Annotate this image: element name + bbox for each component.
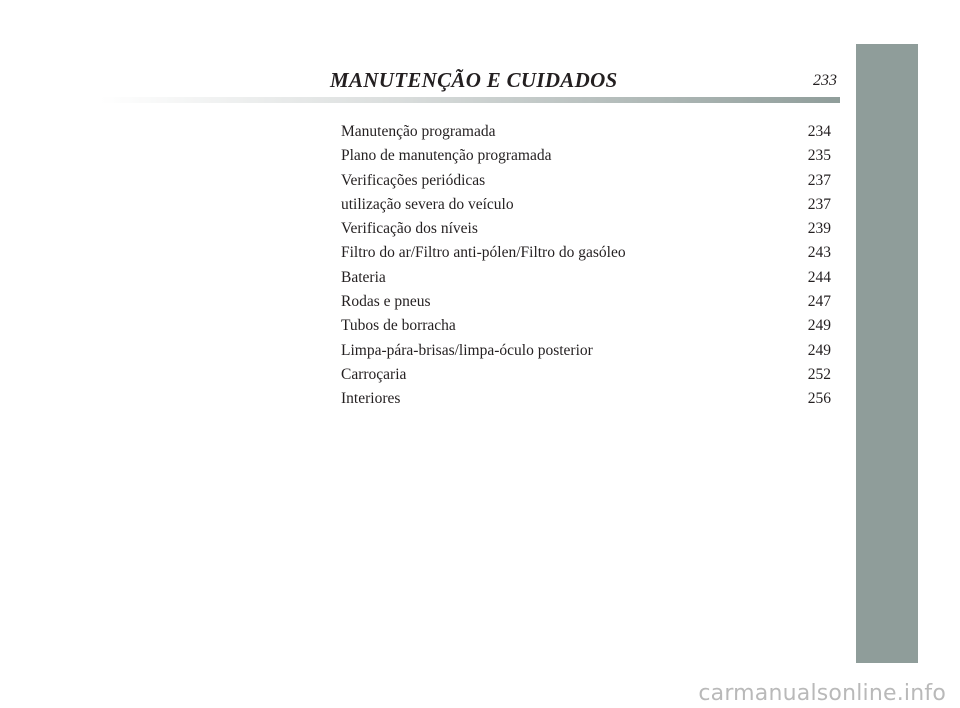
toc-entry-page: 249 — [807, 341, 831, 359]
toc-entry-utilizacao-severa[interactable] — [341, 193, 831, 217]
toc-entry-label: Bateria — [341, 268, 386, 286]
toc-entry-filtros[interactable] — [341, 241, 831, 265]
toc-entry-label: Plano de manutenção programada — [341, 147, 552, 165]
toc-entry-tubos-de-borracha[interactable] — [341, 314, 831, 338]
toc-entry-page: 234 — [807, 123, 831, 140]
table-of-contents — [341, 120, 831, 412]
toc-entry-label: Verificação dos níveis — [341, 220, 478, 238]
chapter-side-tab — [856, 44, 918, 663]
toc-entry-verificacoes-periodicas[interactable] — [341, 169, 831, 193]
toc-entry-page: 243 — [807, 244, 831, 262]
toc-entry-label: Manutenção programada — [341, 123, 496, 140]
toc-entry-rodas-e-pneus[interactable] — [341, 290, 831, 314]
toc-entry-limpa-para-brisas[interactable] — [341, 339, 831, 363]
toc-entry-label: utilização severa do veículo — [341, 195, 514, 213]
toc-entry-page: 256 — [807, 390, 831, 408]
toc-entry-label: Limpa-pára-brisas/limpa-óculo posterior — [341, 341, 593, 359]
toc-entry-verificacao-dos-niveis[interactable] — [341, 217, 831, 241]
toc-entry-page: 244 — [807, 268, 831, 286]
toc-entry-page: 239 — [807, 220, 831, 238]
toc-entry-interiores[interactable] — [341, 387, 831, 411]
chapter-title: MANUTENÇÃO E CUIDADOS — [330, 68, 618, 92]
toc-entry-label: Rodas e pneus — [341, 293, 431, 311]
toc-entry-label: Interiores — [341, 390, 401, 408]
toc-entry-label: Verificações periódicas — [341, 171, 486, 189]
toc-entry-page: 247 — [807, 293, 831, 311]
toc-entry-manutencao-programada[interactable] — [341, 120, 831, 144]
toc-entry-page: 237 — [807, 195, 831, 213]
toc-entry-plano-de-manutencao[interactable] — [341, 144, 831, 168]
page-number: 233 — [813, 72, 837, 89]
toc-entry-page: 235 — [807, 147, 831, 165]
watermark: carmanualsonline.info — [698, 681, 946, 706]
header-divider — [100, 97, 840, 103]
toc-entry-page: 237 — [807, 171, 831, 189]
toc-entry-label: Carroçaria — [341, 365, 407, 383]
toc-entry-label: Tubos de borracha — [341, 317, 456, 335]
toc-entry-page: 249 — [807, 317, 831, 335]
toc-entry-label: Filtro do ar/Filtro anti-pólen/Filtro do gasóleo — [341, 244, 626, 262]
toc-entry-carrocaria[interactable] — [341, 363, 831, 387]
toc-entry-bateria[interactable] — [341, 266, 831, 290]
toc-entry-page: 252 — [807, 365, 831, 383]
